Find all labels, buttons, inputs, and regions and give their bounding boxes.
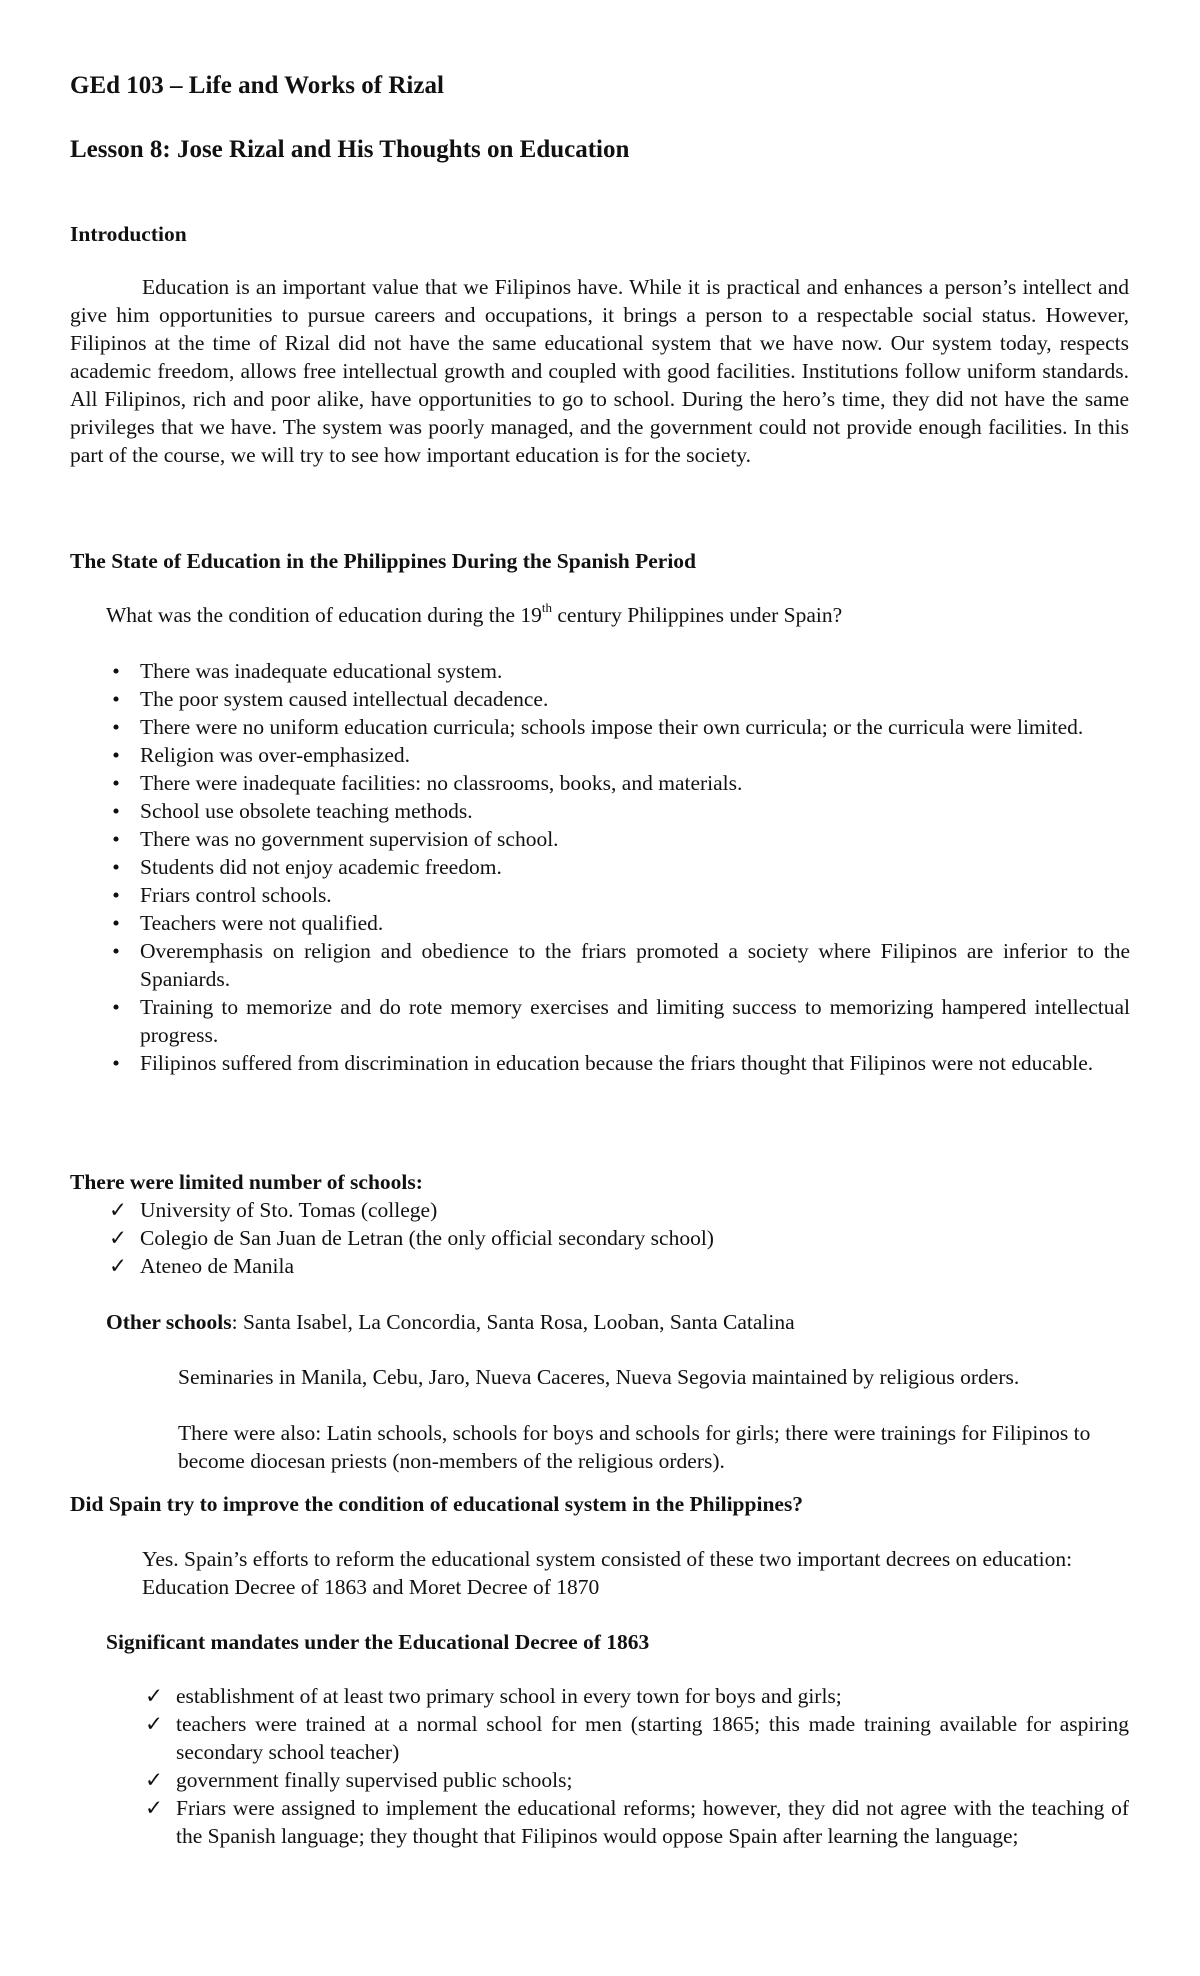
list-item-text: School use obsolete teaching methods. bbox=[140, 799, 473, 823]
list-item bbox=[108, 1252, 1130, 1280]
list-item bbox=[112, 825, 1130, 853]
bullet-icon: • bbox=[112, 883, 120, 907]
list-item-text: There were no uniform education curricula; schools impose their own curricula; or the curricula were limited. bbox=[140, 715, 1084, 739]
list-item-text: establishment of at least two primary school in every town for boys and girls; bbox=[176, 1684, 842, 1708]
list-item bbox=[112, 685, 1130, 713]
list-item-text: Overemphasis on religion and obedience to the friars promoted a society where Filipinos are inferior to the Spaniards. bbox=[140, 939, 1130, 991]
checkmark-icon: ✓ bbox=[144, 1712, 163, 1736]
bullet-icon: • bbox=[112, 715, 120, 739]
list-item bbox=[112, 853, 1130, 881]
list-item bbox=[144, 1682, 1129, 1710]
lesson-title: Lesson 8: Jose Rizal and His Thoughts on Education bbox=[70, 136, 630, 163]
list-item-text: government finally supervised public schools; bbox=[176, 1768, 573, 1792]
other-schools-text: : Santa Isabel, La Concordia, Santa Rosa, Looban, Santa Catalina bbox=[231, 1310, 795, 1334]
course-title: GEd 103 – Life and Works of Rizal bbox=[70, 72, 444, 99]
list-item bbox=[112, 881, 1130, 909]
bullet-icon: • bbox=[112, 687, 120, 711]
other-schools-label: Other schools bbox=[106, 1310, 232, 1334]
list-item-text: There were inadequate facilities: no classrooms, books, and materials. bbox=[140, 771, 743, 795]
list-item-text: Friars were assigned to implement the educational reforms; however, they did not agree with the teaching of the Spanish language; they thought that Filipinos would oppose Spain after learning the language; bbox=[176, 1796, 1129, 1848]
seminaries-text: Seminaries in Manila, Cebu, Jaro, Nueva Caceres, Nueva Segovia maintained by religious orders. bbox=[178, 1365, 1020, 1389]
bullet-icon: • bbox=[112, 799, 120, 823]
other-trainings-text: There were also: Latin schools, schools for boys and schools for girls; there were trainings for Filipinos to become diocesan priests (non-members of the religious orders). bbox=[178, 1421, 1091, 1473]
list-item bbox=[112, 713, 1130, 741]
list-item bbox=[112, 797, 1130, 825]
list-item-text: Friars control schools. bbox=[140, 883, 332, 907]
conditions-list bbox=[112, 657, 1130, 1077]
spain-improve-heading: Did Spain try to improve the condition of educational system in the Philippines? bbox=[70, 1492, 804, 1516]
bullet-icon: • bbox=[112, 1051, 120, 1075]
list-item-text: Colegio de San Juan de Letran (the only official secondary school) bbox=[140, 1226, 714, 1250]
limited-schools-heading: There were limited number of schools: bbox=[70, 1170, 423, 1194]
decree-1863-list bbox=[144, 1682, 1129, 1850]
question-text-end: century Philippines under Spain? bbox=[551, 603, 843, 627]
intro-heading: Introduction bbox=[70, 222, 187, 246]
checkmark-icon: ✓ bbox=[108, 1198, 127, 1222]
spanish-period-heading: The State of Education in the Philippines During the Spanish Period bbox=[70, 549, 696, 573]
list-item-text: There was inadequate educational system. bbox=[140, 659, 503, 683]
bullet-icon: • bbox=[112, 659, 120, 683]
checkmark-icon: ✓ bbox=[144, 1796, 163, 1820]
list-item bbox=[108, 1196, 1130, 1224]
list-item bbox=[112, 657, 1130, 685]
list-item bbox=[112, 1049, 1130, 1077]
checkmark-icon: ✓ bbox=[144, 1768, 163, 1792]
bullet-icon: • bbox=[112, 827, 120, 851]
list-item-text: Teachers were not qualified. bbox=[140, 911, 384, 935]
intro-paragraph: Education is an important value that we Filipinos have. While it is practical and enhances a person’s intellect and give him opportunities to pursue careers and occupations, it brings a person to a respectable social status. However, Filipinos at the time of Rizal did not have the same educational system that we have now. Our system today, respects academic freedom, allows free intellectual growth and coupled with good facilities. Institutions follow uniform standards. All Filipinos, rich and poor alike, have opportunities to go to school. During the hero’s time, they did not have the same privileges that we have. The system was poorly managed, and the government could not provide enough facilities. In this part of the course, we will try to see how important education is for the society. bbox=[70, 275, 1129, 467]
bullet-icon: • bbox=[112, 771, 120, 795]
list-item-text: Ateneo de Manila bbox=[140, 1254, 295, 1278]
question-text: What was the condition of education during the 19 bbox=[106, 603, 542, 627]
decree-1863-heading: Significant mandates under the Educational Decree of 1863 bbox=[106, 1630, 650, 1654]
list-item-text: Religion was over-emphasized. bbox=[140, 743, 411, 767]
bullet-icon: • bbox=[112, 995, 120, 1019]
list-item bbox=[112, 769, 1130, 797]
list-item-text: There was no government supervision of school. bbox=[140, 827, 559, 851]
list-item bbox=[144, 1794, 1129, 1850]
checkmark-icon: ✓ bbox=[108, 1226, 127, 1250]
list-item bbox=[112, 937, 1130, 993]
list-item-text: Students did not enjoy academic freedom. bbox=[140, 855, 502, 879]
list-item-text: teachers were trained at a normal school for men (starting 1865; this made training available for aspiring secondary school teacher) bbox=[176, 1712, 1129, 1764]
question-superscript: th bbox=[541, 599, 552, 615]
bullet-icon: • bbox=[112, 939, 120, 963]
spanish-period-question bbox=[106, 601, 842, 629]
spain-improve-answer: Yes. Spain’s efforts to reform the educational system consisted of these two important decrees on education: Education Decree of 1863 and Moret Decree of 1870 bbox=[142, 1547, 1073, 1599]
list-item-text: University of Sto. Tomas (college) bbox=[140, 1198, 438, 1222]
checkmark-icon: ✓ bbox=[144, 1684, 163, 1708]
list-item bbox=[112, 909, 1130, 937]
list-item bbox=[144, 1766, 1129, 1794]
list-item bbox=[112, 741, 1130, 769]
list-item bbox=[108, 1224, 1130, 1252]
bullet-icon: • bbox=[112, 855, 120, 879]
list-item bbox=[112, 993, 1130, 1049]
checkmark-icon: ✓ bbox=[108, 1254, 127, 1278]
bullet-icon: • bbox=[112, 911, 120, 935]
limited-schools-list bbox=[108, 1196, 1130, 1280]
list-item bbox=[144, 1710, 1129, 1766]
bullet-icon: • bbox=[112, 743, 120, 767]
list-item-text: The poor system caused intellectual decadence. bbox=[140, 687, 549, 711]
other-schools bbox=[106, 1308, 795, 1336]
list-item-text: Training to memorize and do rote memory exercises and limiting success to memorizing hampered intellectual progress. bbox=[140, 995, 1130, 1047]
list-item-text: Filipinos suffered from discrimination in education because the friars thought that Filipinos were not educable. bbox=[140, 1051, 1094, 1075]
